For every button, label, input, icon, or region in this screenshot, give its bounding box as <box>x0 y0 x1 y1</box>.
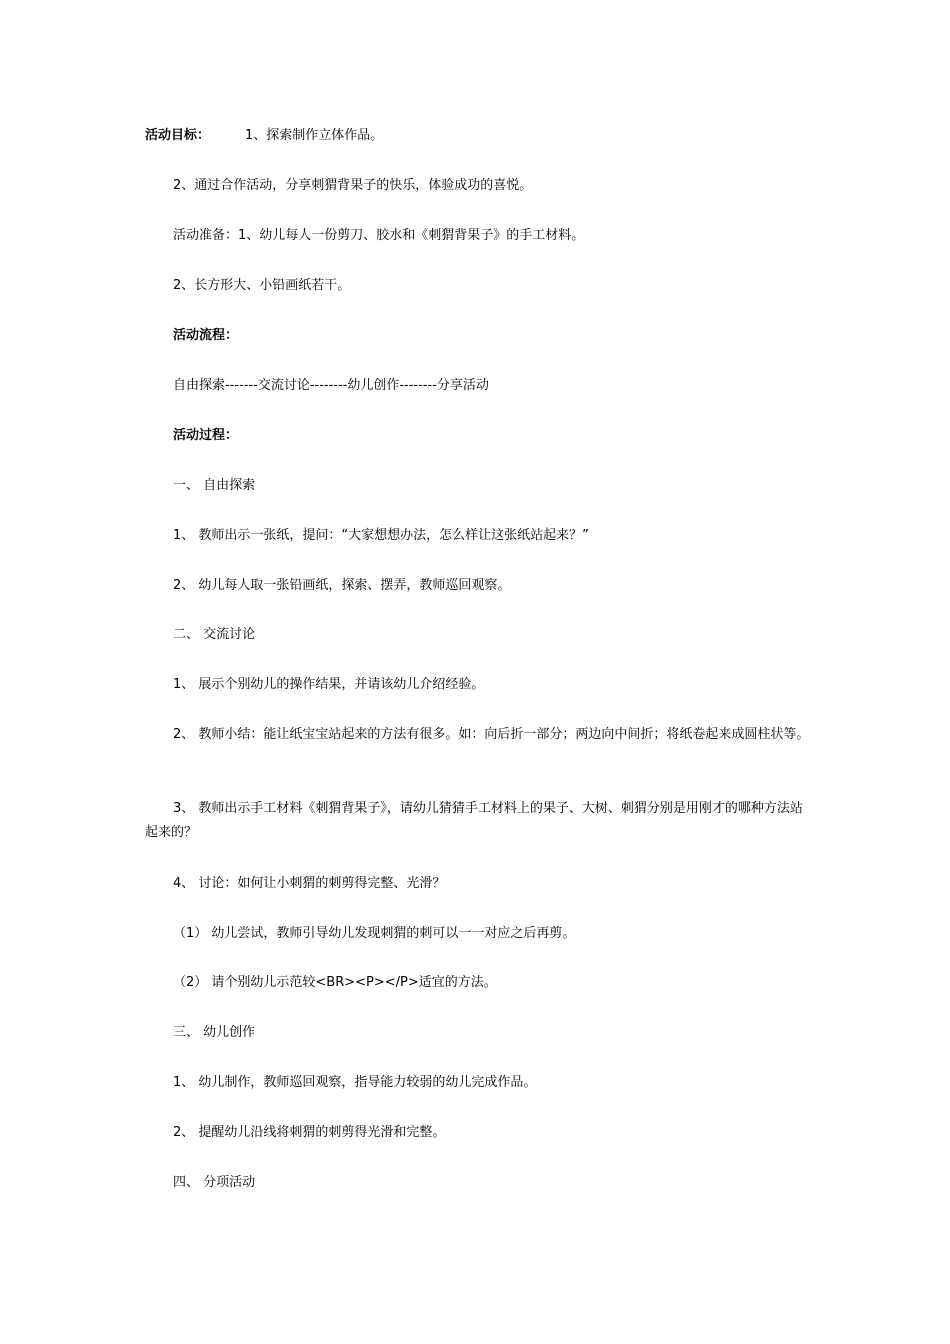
section-2-item-3: 3、 教师出示手工材料《刺猬背果子》，请幼儿猜猜手工材料上的果子、大树、刺猬分别是用刚才的哪种方法站起来的？ <box>145 801 803 840</box>
section-3-title: 三、 幼儿创作 <box>173 1025 256 1040</box>
section-2-subitem-2: （2） 请个别幼儿示范较<BR><P></P>适宜的方法。 <box>173 975 497 990</box>
section-3-item-2: 2、 提醒幼儿沿线将刺猬的刺剪得光滑和完整。 <box>173 1125 446 1140</box>
section-1-item-2: 2、 幼儿每人取一张铅画纸，探索、摆弄，教师巡回观察。 <box>173 578 511 593</box>
goal-label: 活动目标： <box>145 128 211 143</box>
section-2-item-1: 1、 展示个别幼儿的操作结果，并请该幼儿介绍经验。 <box>173 677 485 692</box>
prep-item-1: 活动准备：1、幼儿每人一份剪刀、胶水和《刺猬背果子》的手工材料。 <box>173 228 585 243</box>
flow-text: 自由探索-------交流讨论--------幼儿创作--------分享活动 <box>173 378 489 393</box>
goal-item-2: 2、通过合作活动，分享刺猬背果子的快乐，体验成功的喜悦。 <box>173 178 533 193</box>
process-heading: 活动过程： <box>173 428 239 443</box>
section-2-subitem-1: （1） 幼儿尝试，教师引导幼儿发现刺猬的刺可以一一对应之后再剪。 <box>173 926 576 941</box>
goal-paragraph <box>145 124 810 148</box>
flow-heading: 活动流程： <box>173 328 239 343</box>
section-1-title: 一、 自由探索 <box>173 478 256 493</box>
goal-item-1: 1、探索制作立体作品。 <box>245 128 384 143</box>
prep-item-2: 2、长方形大、小铅画纸若干。 <box>173 278 351 293</box>
section-2-item-4: 4、 讨论：如何让小刺猬的刺剪得完整、光滑？ <box>173 876 446 891</box>
section-2-title: 二、 交流讨论 <box>173 627 256 642</box>
section-2-item-2: 2、 教师小结：能让纸宝宝站起来的方法有很多。如：向后折一部分；两边向中间折；将纸卷起来成圆柱状等。 <box>173 727 810 742</box>
section-1-item-1: 1、 教师出示一张纸，提问：“大家想想办法，怎么样让这张纸站起来？” <box>173 528 589 543</box>
section-3-item-1: 1、 幼儿制作，教师巡回观察，指导能力较弱的幼儿完成作品。 <box>173 1075 537 1090</box>
section-4-title: 四、 分项活动 <box>173 1175 256 1190</box>
